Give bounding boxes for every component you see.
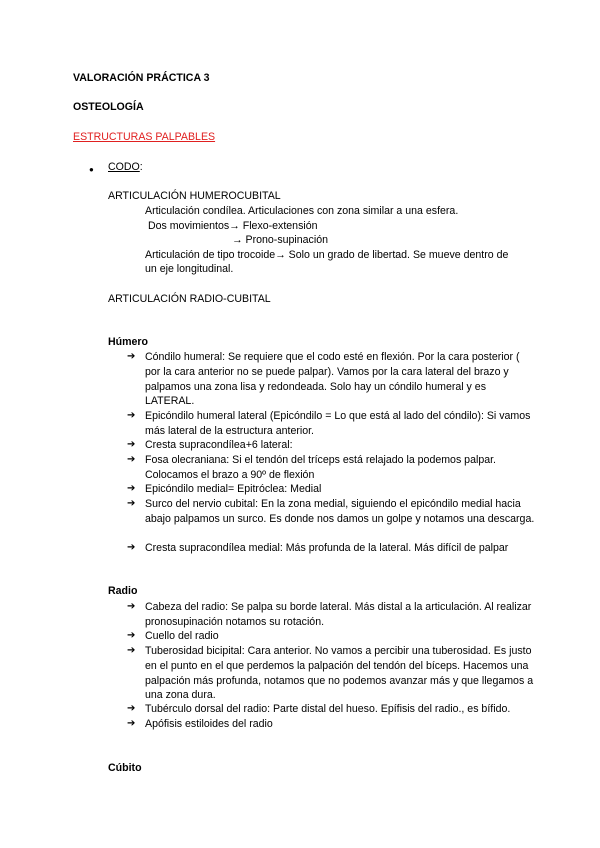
radio-item-4: Tubérculo dorsal del radio: Parte distal del hueso. Epífisis del radio., es bífido.	[145, 703, 511, 715]
radio-item-1: Cabeza del radio: Se palpa su borde lateral. Más distal a la articulación. Al realizar pronosupinación notamos su rotación.	[145, 601, 532, 628]
arrow-icon: ➔	[127, 439, 136, 450]
humero-heading: Húmero	[108, 336, 149, 348]
document-title: VALORACIÓN PRÁCTICA 3	[73, 72, 210, 84]
radio-item-3: Tuberosidad bicipital: Cara anterior. No vamos a percibir una tuberosidad. Es justo en el punto en el que perdemos la palpación del tendón del bíceps. Hacemos una palpación más profunda, notamos que no podemos avanzar más y que llegamos a una zona dura.	[145, 645, 534, 702]
humerocubital-line-1: Articulación condílea. Articulaciones con zona similar a una esfera.	[145, 205, 459, 217]
cubito-heading: Cúbito	[108, 762, 142, 774]
subsection-title-estructuras: ESTRUCTURAS PALPABLES	[73, 131, 216, 143]
humero-item-6: Surco del nervio cubital: En la zona medial, siguiendo el epicóndilo medial hacia abajo palpamos un surco. Es donde nos damos un golpe y notamos una descarga.	[145, 498, 535, 525]
arrow-icon: ➔	[127, 483, 136, 494]
humero-item-3: Cresta supracondílea+6 lateral:	[145, 439, 293, 451]
radiocubital-title: ARTICULACIÓN RADIO-CUBITAL	[108, 293, 271, 305]
radio-item-5: Apófisis estiloides del radio	[145, 718, 273, 730]
arrow-icon: ➔	[127, 410, 136, 421]
arrow-icon: ➔	[127, 498, 136, 509]
arrow-icon: ➔	[127, 703, 136, 714]
humero-item-2: Epicóndilo humeral lateral (Epicóndilo = Lo que está al lado del cóndilo): Si vamos más lateral de la estructura anterior.	[145, 410, 531, 437]
codo-colon: :	[139, 161, 143, 173]
humerocubital-line-3: → Prono-supinación	[232, 234, 328, 246]
arrow-icon: ➔	[127, 454, 136, 465]
humero-item-4: Fosa olecraniana: Si el tendón del tríceps está relajado la podemos palpar. Colocamos el brazo a 90º de flexión	[145, 454, 496, 481]
humero-item-5: Epicóndilo medial= Epitróclea: Medial	[145, 483, 322, 495]
radio-item-2: Cuello del radio	[145, 630, 219, 642]
humerocubital-line-5: un eje longitudinal.	[145, 263, 234, 275]
bullet-icon: ●	[89, 165, 94, 174]
arrow-icon: ➔	[127, 645, 136, 656]
humero-item-1: Cóndilo humeral: Se requiere que el codo esté en flexión. Por la cara posterior ( por la cara anterior no se puede palpar). Vamos por la cara lateral del brazo y palpamos una zona lisa y redondeada. Solo hay un cóndilo humeral y es LATERAL.	[145, 351, 520, 408]
humerocubital-title: ARTICULACIÓN HUMEROCUBITAL	[108, 190, 281, 202]
radio-heading: Radio	[108, 585, 138, 597]
humero-item-7: Cresta supracondílea medial: Más profunda de la lateral. Más difícil de palpar	[145, 542, 509, 554]
section-title-osteologia: OSTEOLOGÍA	[73, 101, 144, 113]
arrow-icon: ➔	[127, 630, 136, 641]
humerocubital-line-4: Articulación de tipo trocoide→ Solo un grado de libertad. Se mueve dentro de	[145, 249, 509, 261]
arrow-icon: ➔	[127, 542, 136, 553]
humerocubital-line-2: Dos movimientos→ Flexo-extensión	[145, 220, 318, 232]
arrow-icon: ➔	[127, 601, 136, 612]
arrow-icon: ➔	[127, 718, 136, 729]
arrow-icon: ➔	[127, 351, 136, 362]
codo-label: CODO	[108, 161, 140, 173]
codo-heading	[108, 160, 143, 175]
